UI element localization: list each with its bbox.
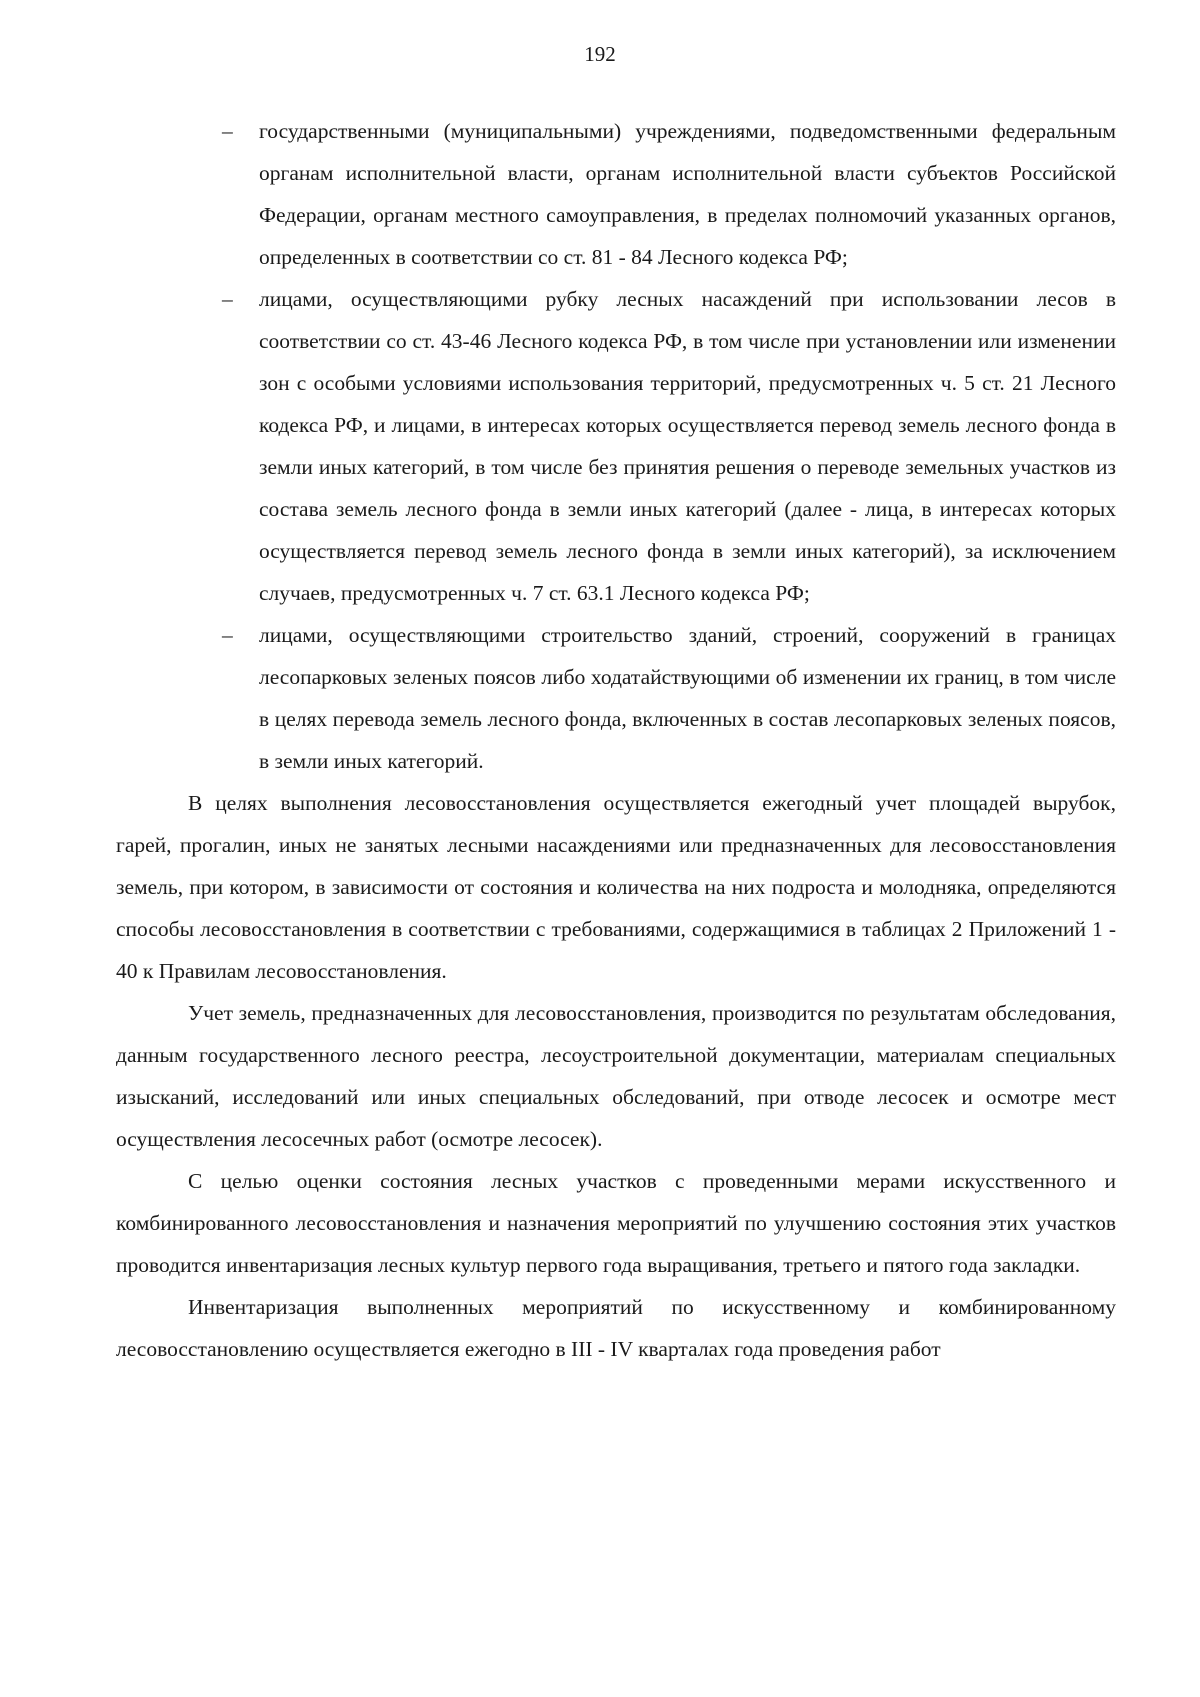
- list-item: [116, 110, 1116, 278]
- page-number: 192: [584, 42, 616, 66]
- body-paragraph: Инвентаризация выполненных мероприятий по искусственному и комбинированному лесовосстановлению осуществляется ежегодно в III - IV кварталах года проведения работ: [116, 1295, 1116, 1361]
- list-dash-marker: –: [222, 287, 233, 311]
- body-paragraph: В целях выполнения лесовосстановления осуществляется ежегодный учет площадей вырубок, гарей, прогалин, иных не занятых лесными насаждениями или предназначенных для лесовосстановления земель, при котором, в зависимости от состояния и количества на них подроста и молодняка, определяются способы лесовосстановления в соответствии с требованиями, содержащимися в таблицах 2 Приложений 1 - 40 к Правилам лесовосстановления.: [116, 791, 1116, 983]
- list-item-text: государственными (муниципальными) учреждениями, подведомственными федеральным органам исполнительной власти, органам исполнительной власти субъектов Российской Федерации, органам местного самоуправления, в пределах полномочий указанных органов, определенных в соответствии со ст. 81 - 84 Лесного кодекса РФ;: [259, 119, 1116, 269]
- page-body: [116, 110, 1116, 1370]
- list-item-text: лицами, осуществляющими рубку лесных насаждений при использовании лесов в соответствии со ст. 43-46 Лесного кодекса РФ, в том числе при установлении или изменении зон с особыми условиями использования территорий, предусмотренных ч. 5 ст. 21 Лесного кодекса РФ, и лицами, в интересах которых осуществляется перевод земель лесного фонда в земли иных категорий, в том числе без принятия решения о переводе земельных участков из состава земель лесного фонда в земли иных категорий (далее - лица, в интересах которых осуществляется перевод земель лесного фонда в земли иных категорий), за исключением случаев, предусмотренных ч. 7 ст. 63.1 Лесного кодекса РФ;: [259, 287, 1116, 605]
- body-paragraph: Учет земель, предназначенных для лесовосстановления, производится по результатам обследования, данным государственного лесного реестра, лесоустроительной документации, материалам специальных изысканий, исследований или иных специальных обследований, при отводе лесосек и осмотре мест осуществления лесосечных работ (осмотре лесосек).: [116, 1001, 1116, 1151]
- list-dash-marker: –: [222, 623, 233, 647]
- list-item: [116, 614, 1116, 782]
- body-paragraph: С целью оценки состояния лесных участков с проведенными мерами искусственного и комбинированного лесовосстановления и назначения мероприятий по улучшению состояния этих участков проводится инвентаризация лесных культур первого года выращивания, третьего и пятого года закладки.: [116, 1169, 1116, 1277]
- list-item-text: лицами, осуществляющими строительство зданий, строений, сооружений в границах лесопарковых зеленых поясов либо ходатайствующими об изменении их границ, в том числе в целях перевода земель лесного фонда, включенных в состав лесопарковых зеленых поясов, в земли иных категорий.: [259, 623, 1116, 773]
- list-item: [116, 278, 1116, 614]
- dash-list: [116, 110, 1116, 782]
- list-dash-marker: –: [222, 119, 233, 143]
